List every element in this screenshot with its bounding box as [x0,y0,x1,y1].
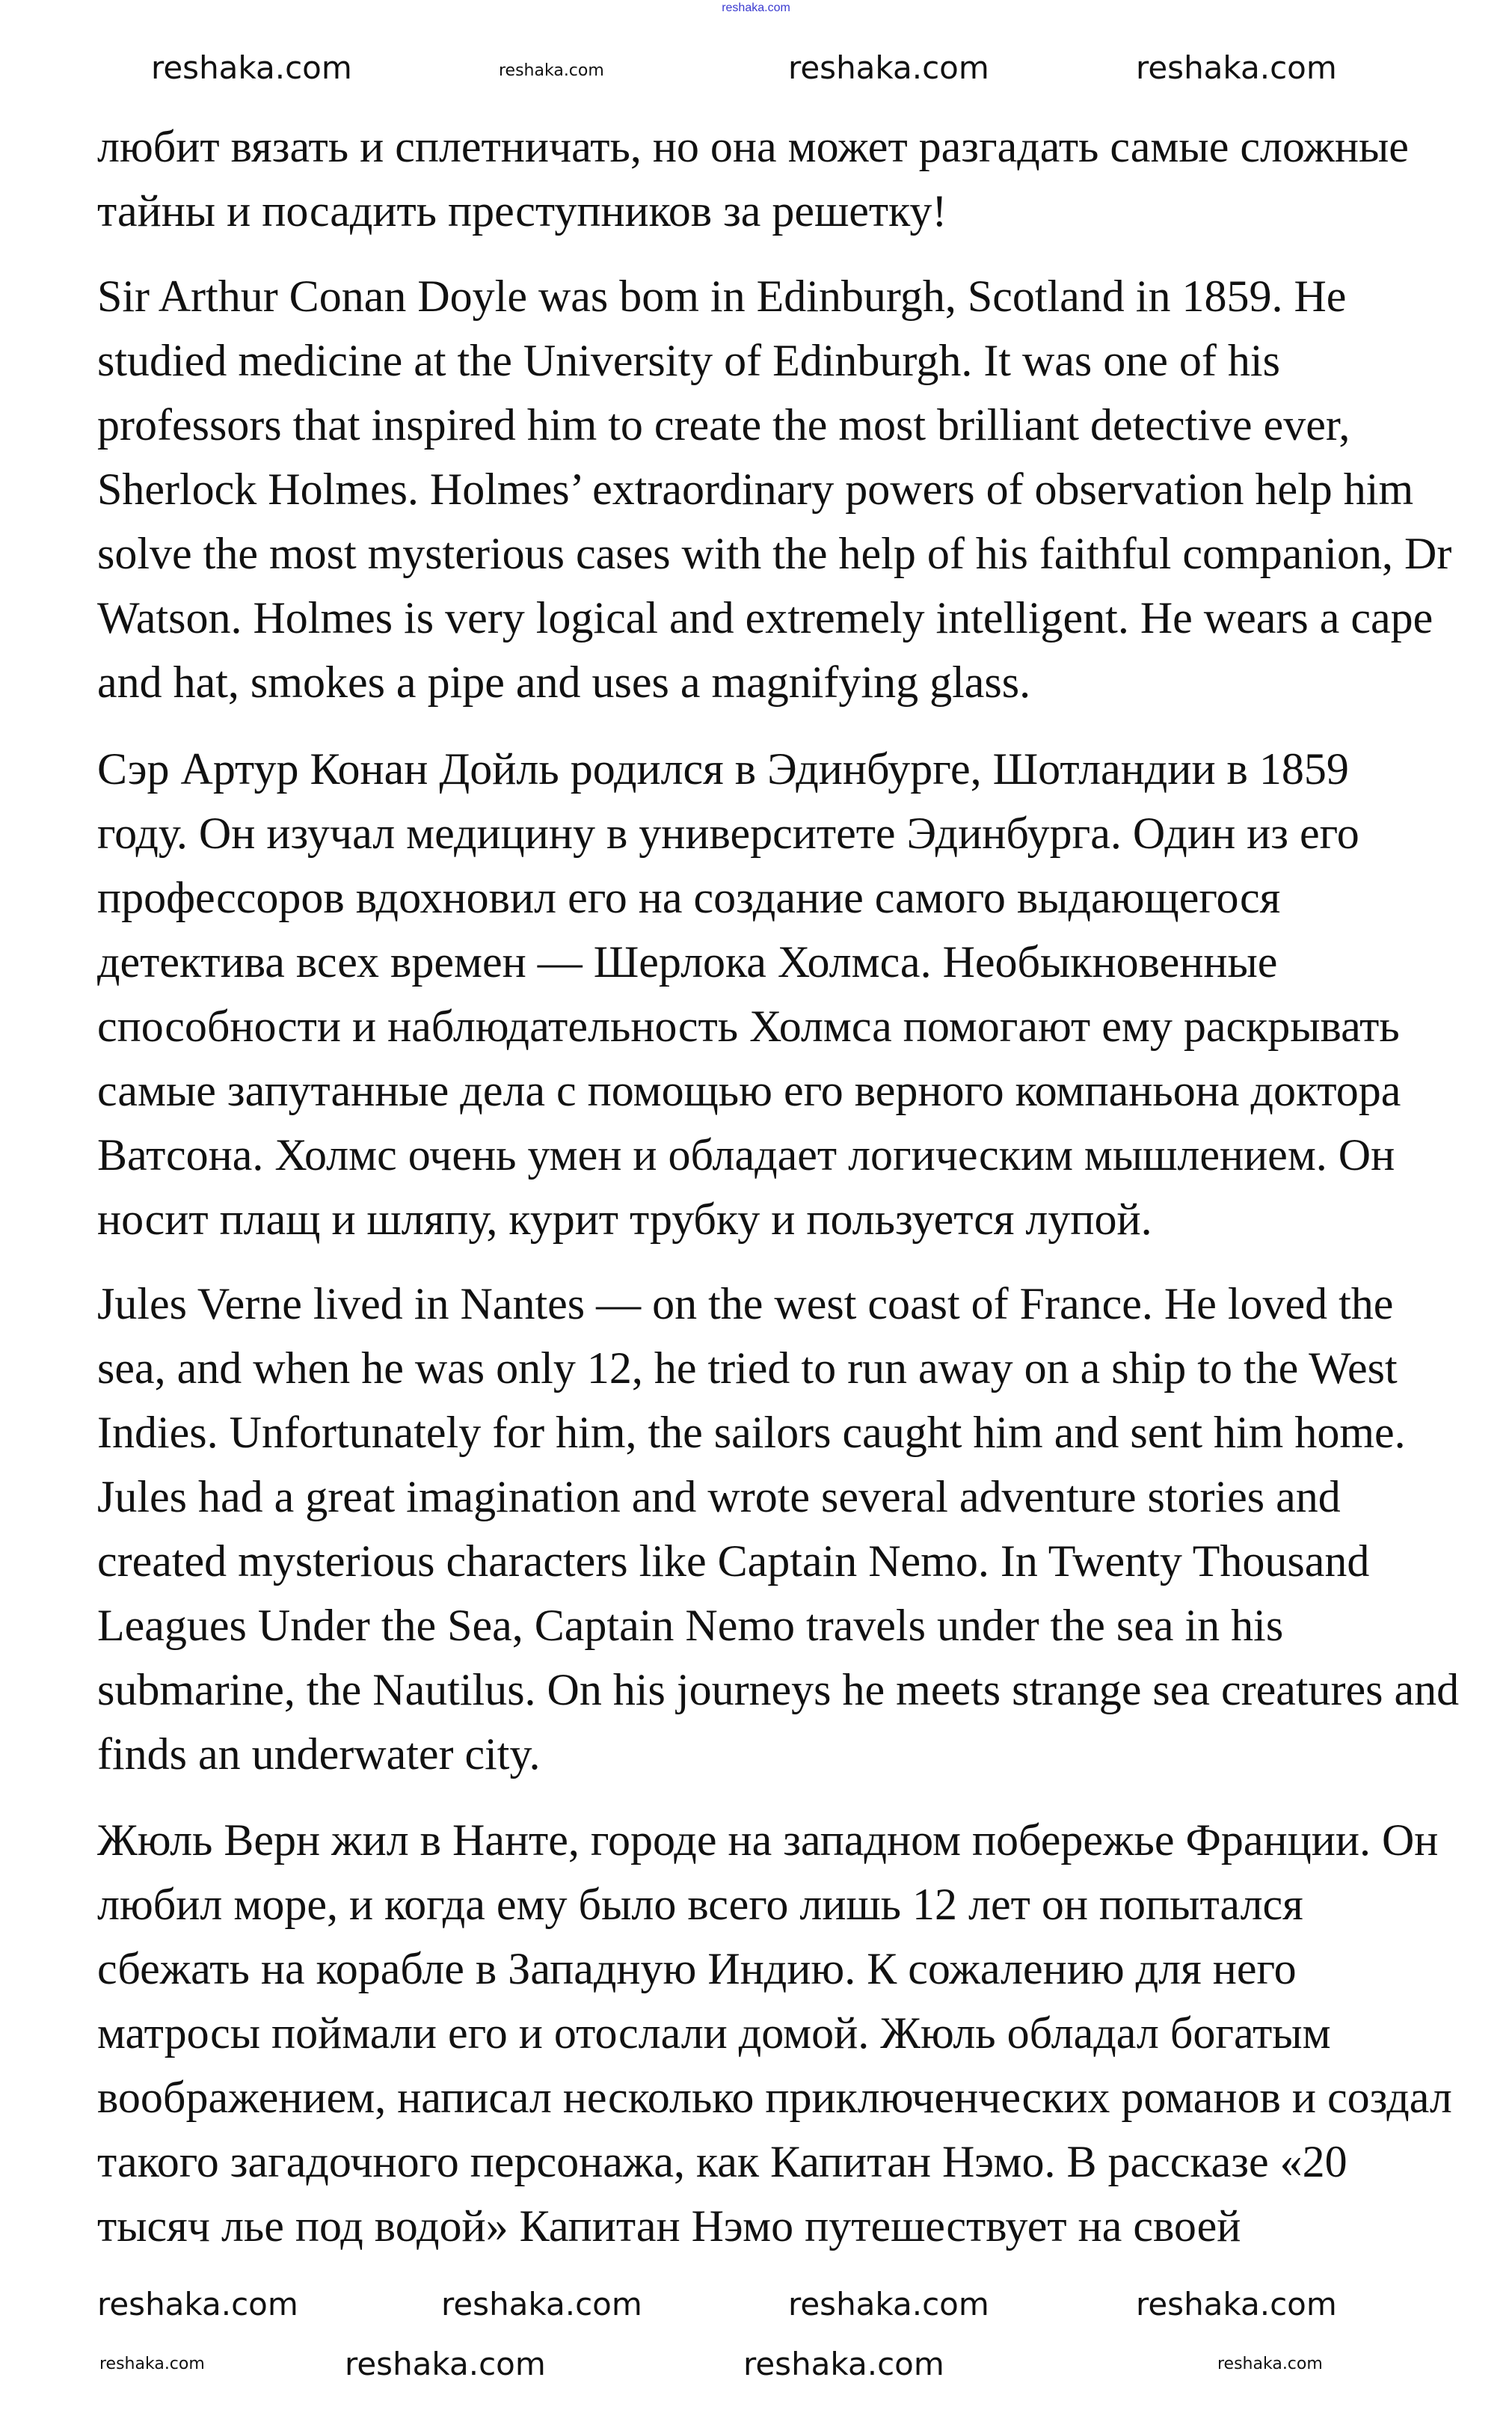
watermark: reshaka.com [97,2286,298,2322]
text-line: матросы поймали его и отослали домой. Жюль обладал богатым [97,2008,1331,2058]
text-line: детектива всех времен — Шерлока Холмса. Необыкновенные [97,937,1278,987]
watermark: reshaka.com [1217,2355,1323,2373]
paragraph-jules-verne-en [97,1272,1503,1786]
text-line: Jules had a great imagination and wrote several adventure stories and [97,1472,1341,1521]
text-line: году. Он изучал медицину в университете Эдинбурга. Один из его [97,809,1359,858]
text-line: solve the most mysterious cases with the help of his faithful companion, Dr [97,529,1452,578]
text-line: Ватсона. Холмс очень умен и обладает логическим мышлением. Он [97,1130,1395,1180]
text-line: professors that inspired him to create the most brilliant detective ever, [97,400,1350,450]
text-line: Indies. Unfortunately for him, the sailors caught him and sent him home. [97,1408,1406,1457]
paragraph-conan-doyle-ru [97,737,1503,1251]
text-line: профессоров вдохновил его на создание самого выдающегося [97,873,1281,922]
text-line: любил море, и когда ему было всего лишь 12 лет он попытался [97,1880,1303,1929]
text-line: Sir Arthur Conan Doyle was bom in Edinburgh, Scotland in 1859. He [97,272,1347,321]
text-line: носит плащ и шляпу, курит трубку и пользуется лупой. [97,1195,1152,1244]
text-line: studied medicine at the University of Edinburgh. It was one of his [97,336,1280,385]
paragraph-miss-marple-end [97,114,1503,243]
text-line: Leagues Under the Sea, Captain Nemo travels under the sea in his [97,1601,1284,1650]
text-line: тысяч лье под водой» Капитан Нэмо путешествует на своей [97,2201,1241,2251]
text-line: Sherlock Holmes. Holmes’ extraordinary powers of observation help him [97,464,1414,514]
text-line: created mysterious characters like Captain Nemo. In Twenty Thousand [97,1536,1370,1586]
watermark: reshaka.com [441,2286,642,2322]
paragraph-jules-verne-ru [97,1808,1503,2258]
watermark: reshaka.com [1136,49,1337,86]
text-line: такого загадочного персонажа, как Капитан Нэмо. В рассказе «20 [97,2137,1347,2186]
text-line: finds an underwater city. [97,1729,541,1779]
watermark: reshaka.com [1136,2286,1337,2322]
text-line: сбежать на корабле в Западную Индию. К сожалению для него [97,1944,1297,1993]
watermark: reshaka.com [499,61,604,80]
text-line: самые запутанные дела с помощью его верного компаньона доктора [97,1066,1401,1115]
text-line: способности и наблюдательность Холмса помогают ему раскрывать [97,1002,1400,1051]
text-line: sea, and when he was only 12, he tried to run away on a ship to the West [97,1343,1398,1393]
watermark: reshaka.com [788,2286,989,2322]
text-line: Jules Verne lived in Nantes — on the west coast of France. He loved the [97,1279,1394,1328]
text-line: Сэр Артур Конан Дойль родился в Эдинбурге, Шотландии в 1859 [97,744,1349,794]
text-line: тайны и посадить преступников за решетку! [97,186,947,236]
paragraph-conan-doyle-en [97,264,1503,714]
text-line: and hat, smokes a pipe and uses a magnifying glass. [97,657,1031,707]
text-line: Жюль Верн жил в Нанте, городе на западном побережье Франции. Он [97,1815,1439,1865]
watermark: reshaka.com [151,49,352,86]
text-line: любит вязать и сплетничать, но она может разгадать самые сложные [97,122,1409,171]
text-line: воображением, написал несколько приключенческих романов и создал [97,2073,1452,2122]
site-header-mark[interactable]: reshaka.com [722,1,790,14]
text-line: submarine, the Nautilus. On his journeys he meets strange sea creatures and [97,1665,1460,1714]
watermark: reshaka.com [788,49,989,86]
watermark: reshaka.com [743,2346,944,2382]
text-line: Watson. Holmes is very logical and extremely intelligent. He wears a cape [97,593,1433,643]
watermark: reshaka.com [99,2355,205,2373]
watermark: reshaka.com [345,2346,546,2382]
